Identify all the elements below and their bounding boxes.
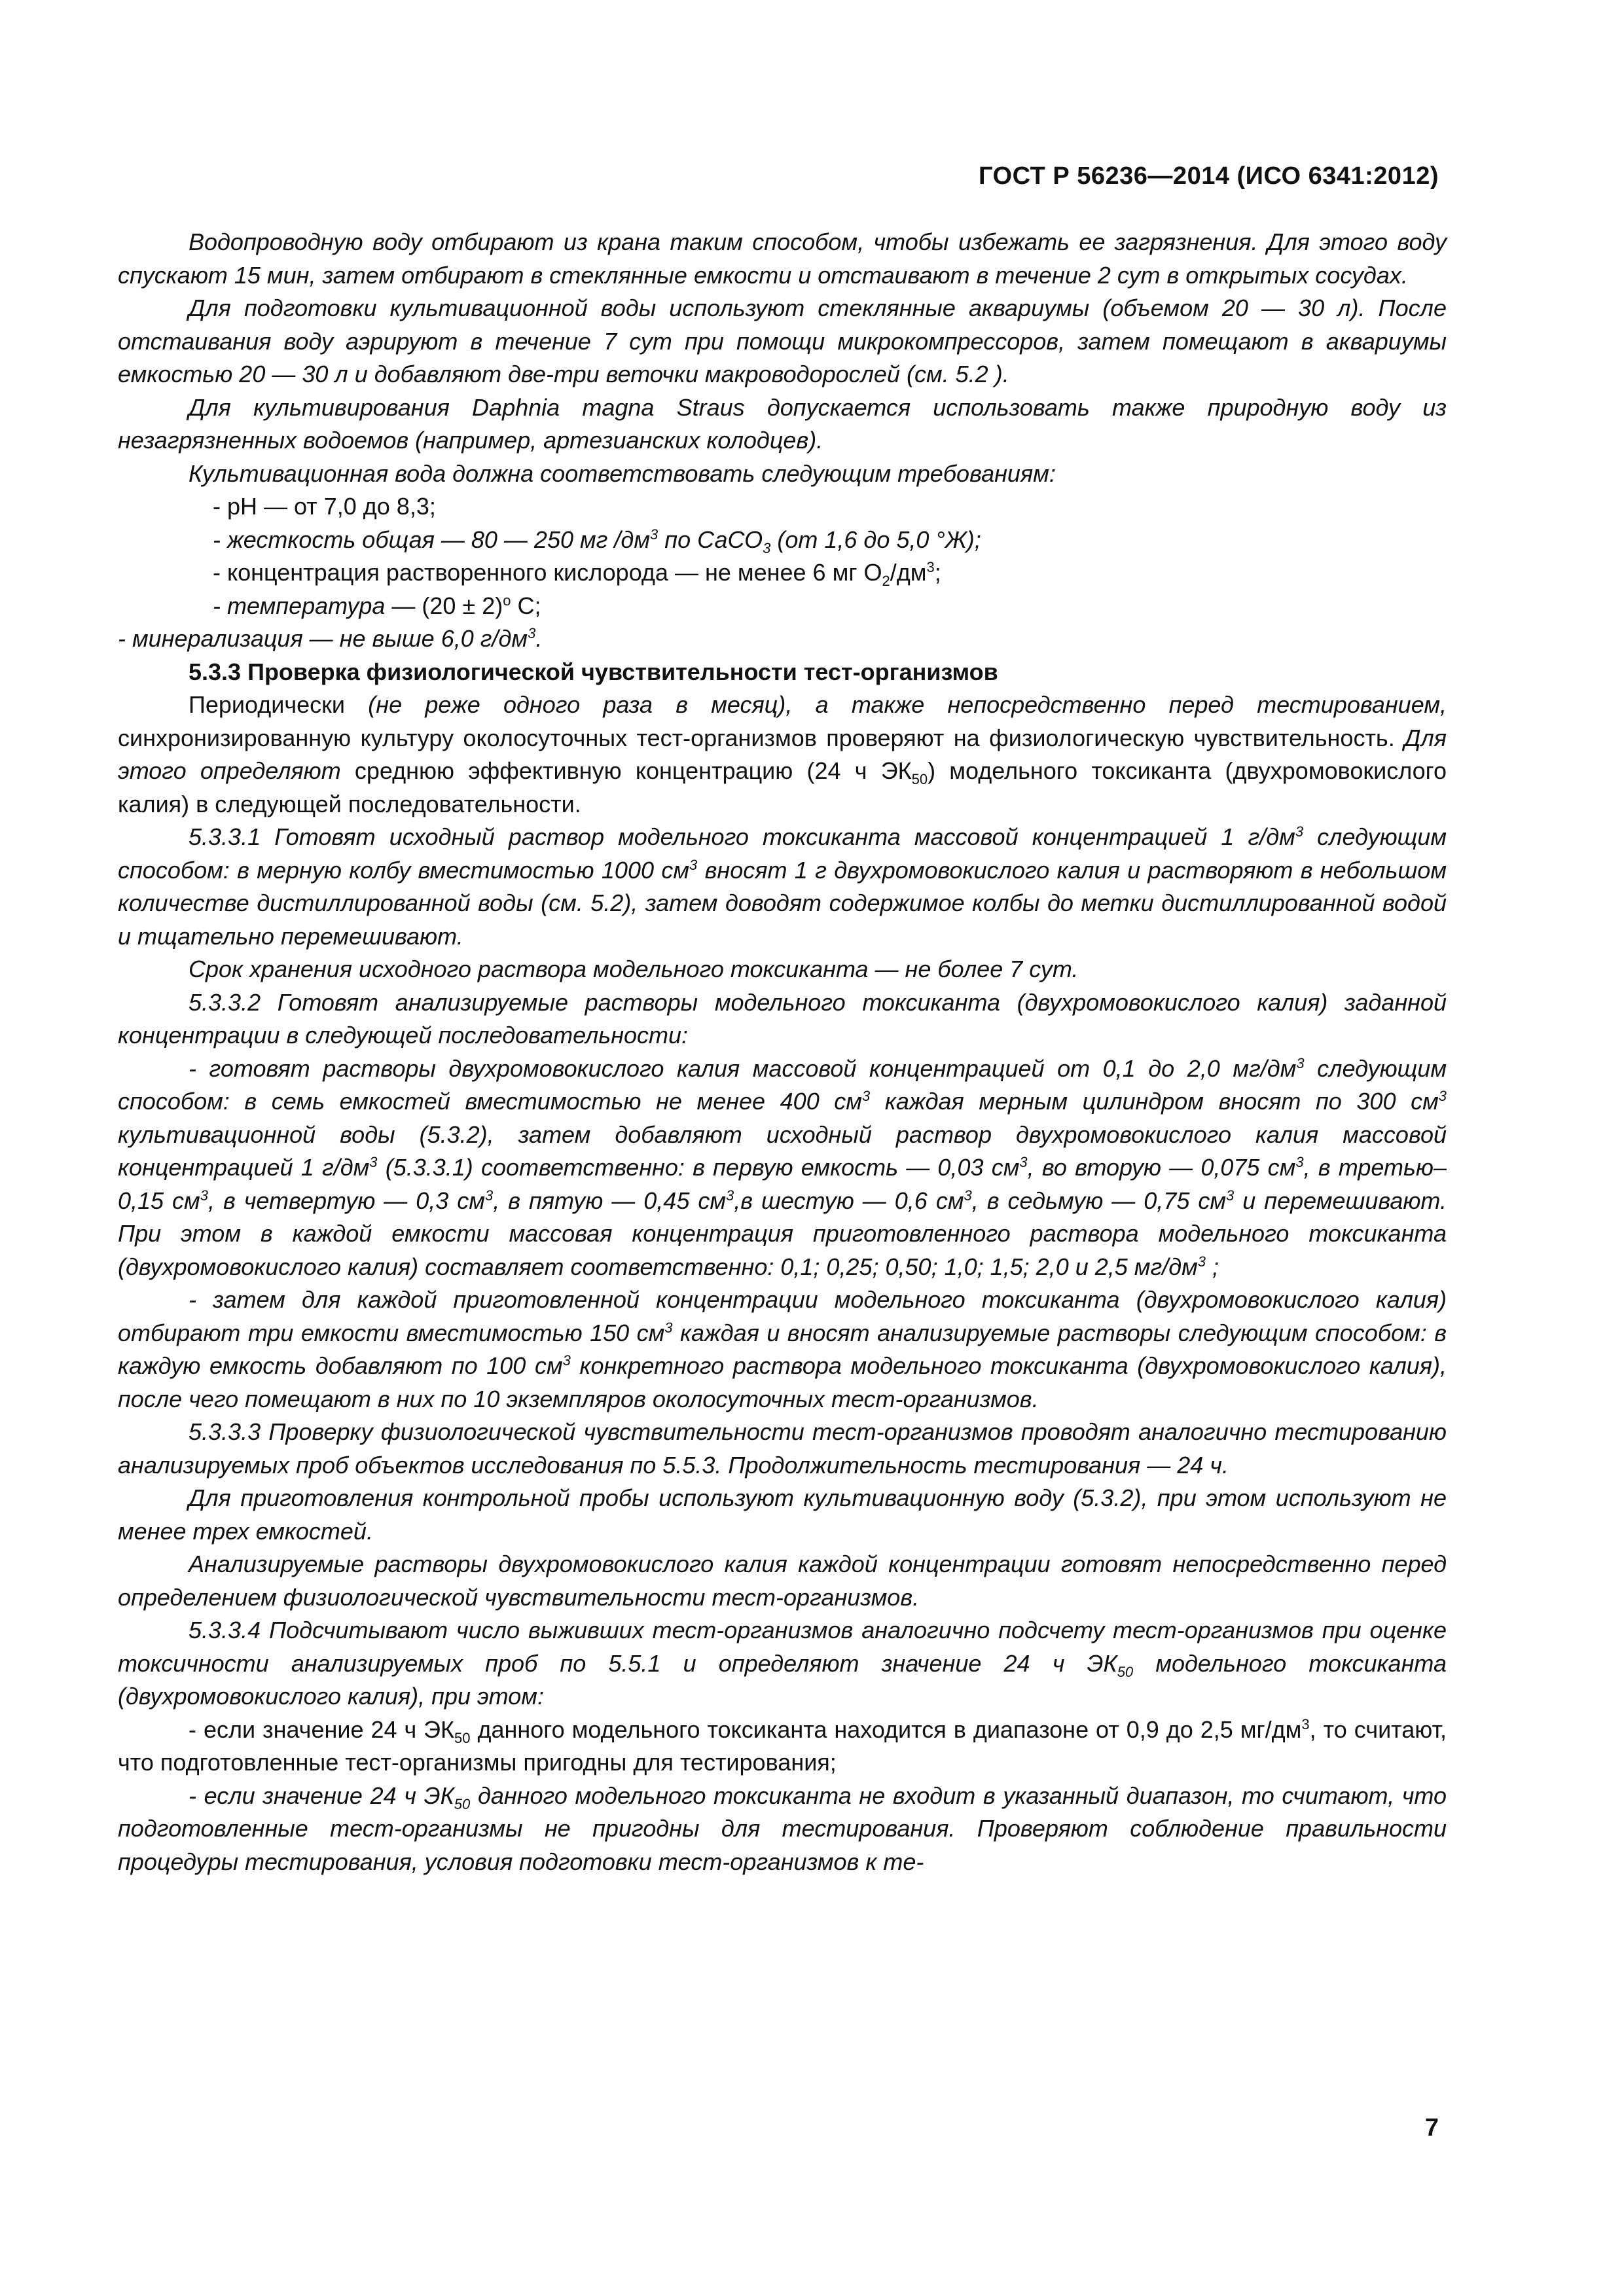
paragraph: - затем для каждой приготовленной концентрации модельного токсиканта (двухромовокислого калия) отбирают три емкости вместимостью 150 $см^3$ каждая и вносят анализируемые растворы следующим способом: в каждую емкость добавляют по 100 $см^3$ конкретного раствора модельного токсиканта (двухромовокислого калия), после чего помещают в них по 10 экземпляров околосуточных тест-организмов. [118,1286,1447,1412]
requirement-item: - жесткость общая — 80 — 250 мг $/дм^3$ по СаСО$_3$ (от 1,6 до 5,0 °Ж); [213,526,981,556]
paragraph: Водопроводную воду отбирают из крана таким способом, чтобы избежать ее загрязнения. Для этого воду спускают 15 мин, затем отбирают в стеклянные емкости и отстаивают в течение 2 сут в открытых сосудах. [118,228,1447,289]
paragraph: 5.3.3.3 Проверку физиологической чувствительности тест-организмов проводят аналогично тестированию анализируемых проб объектов исследования по 5.5.3. Продолжительность тестирования — 24 ч. [118,1418,1447,1479]
paragraph: Для подготовки культивационной воды используют стеклянные аквариумы (объемом 20 — 30 л). После отстаивания воду аэрируют в течение 7 сут при помощи микрокомпрессоров, затем помещают в аквариумы емкостью 20 — 30 л и добавляют две-три веточки макроводорослей (см. 5.2 ). [118,295,1447,387]
paragraph: 5.3.3.2 Готовят анализируемые растворы модельного токсиканта (двухромовокислого калия) заданной концентрации в следующей последовательности: [118,988,1447,1049]
requirement-item: - температура — $(20 \pm 2)^о$ С; [213,592,541,619]
requirement-item: - минерализация — не выше 6,0 $г/дм^3$. [118,625,543,652]
requirement-item: - pH — от 7,0 до 8,3; [213,493,436,520]
paragraph: Для приготовления контрольной пробы используют культивационную воду (5.3.2), при этом используют не менее трех емкостей. [118,1484,1447,1545]
section-title: 5.3.3 Проверка физиологической чувствительности тест-организмов [189,658,998,685]
paragraph: 5.3.3.4 Подсчитывают число выживших тест-организмов аналогично подсчету тест-организмов при оценке токсичности анализируемых проб по 5.5.1 и определяют значение 24 ч $ЭК_{50}$ модельного токсиканта (двухромовокислого калия), при этом: [118,1617,1447,1710]
page-number: 7 [1424,2114,1439,2142]
document-header: ГОСТ Р 56236—2014 (ИСО 6341:2012) [979,162,1439,190]
paragraph: Анализируемые растворы двухромовокислого калия каждой концентрации готовят непосредственно перед определением физиологической чувствительности тест-организмов. [118,1551,1447,1611]
paragraph: Для культивирования Daphnia magna Straus допускается использовать также природную воду из незагрязненных водоемов (например, артезианских колодцев). [118,393,1447,454]
document-body [118,226,1447,1878]
paragraph: Срок хранения исходного раствора модельного токсиканта — не более 7 сут. [189,956,1079,982]
paragraph: 5.3.3.1 Готовят исходный раствор модельного токсиканта массовой концентрацией 1 $г/дм^3$ следующим способом: в мерную колбу вместимостью 1000 $см^3$ вносят 1 г двухромовокислого калия и растворяют в небольшом количестве дистиллированной воды (см. 5.2), затем доводят содержимое колбы до метки дистиллированной водой и тщательно перемешивают. [118,823,1447,950]
paragraph: - если значение 24 ч $ЭК_{50}$ данного модельного токсиканта находится в диапазоне от 0,9 до 2,5 $мг/дм^3$, то считают, что подготовленные тест-организмы пригодны для тестирования; [118,1715,1447,1776]
paragraph: Периодически (не реже одного раза в месяц), а также непосредственно перед тестированием, синхронизированную культуру околосуточных тест-организмов проверяют на физиологическую чувствительность. Для этого определяют среднюю эффективную концентрацию (24 ч $ЭК_{50}$) модельного токсиканта (двухромовокислого калия) в следующей последовательности. [118,691,1447,817]
paragraph: Культивационная вода должна соответствовать следующим требованиям: [189,459,1056,487]
paragraph: - если значение 24 ч $ЭК_{50}$ данного модельного токсиканта не входит в указанный диапазон, то считают, что подготовленные тест-организмы не пригодны для тестирования. Проверяют соблюдение правильности процедуры тестирования, условия подготовки тест-организмов к те- [118,1782,1447,1875]
requirement-item: - концентрация растворенного кислорода — не менее 6 мг $О_2/дм^3$; [213,559,941,590]
paragraph: - готовят растворы двухромовокислого калия массовой концентрацией от 0,1 до 2,0 $мг/дм^3$ следующим способом: в семь емкостей вместимостью не менее 400 $см^3$ каждая мерным цилиндром вносят по 300 $см^3$ культивационной воды (5.3.2), затем добавляют исходный раствор двухромовокислого калия массовой концентрацией 1 $г/дм^3$ (5.3.3.1) соответственно: в первую емкость — 0,03 $см^3$, во вторую — 0,075 $см^3$, в третью– 0,15 $см^3$, в четвертую — 0,3 $см^3$, в пятую — 0,45 $см^3,в$ шестую — 0,6 $см^3$, в седьмую — 0,75 $см^3$ и перемешивают. При этом в каждой емкости массовая концентрация приготовленного раствора модельного токсиканта (двухромовокислого калия) составляет соответственно: 0,1; 0,25; 0,50; 1,0; 1,5; 2,0 и 2,5 $мг/дм^3$ ; [118,1054,1447,1280]
